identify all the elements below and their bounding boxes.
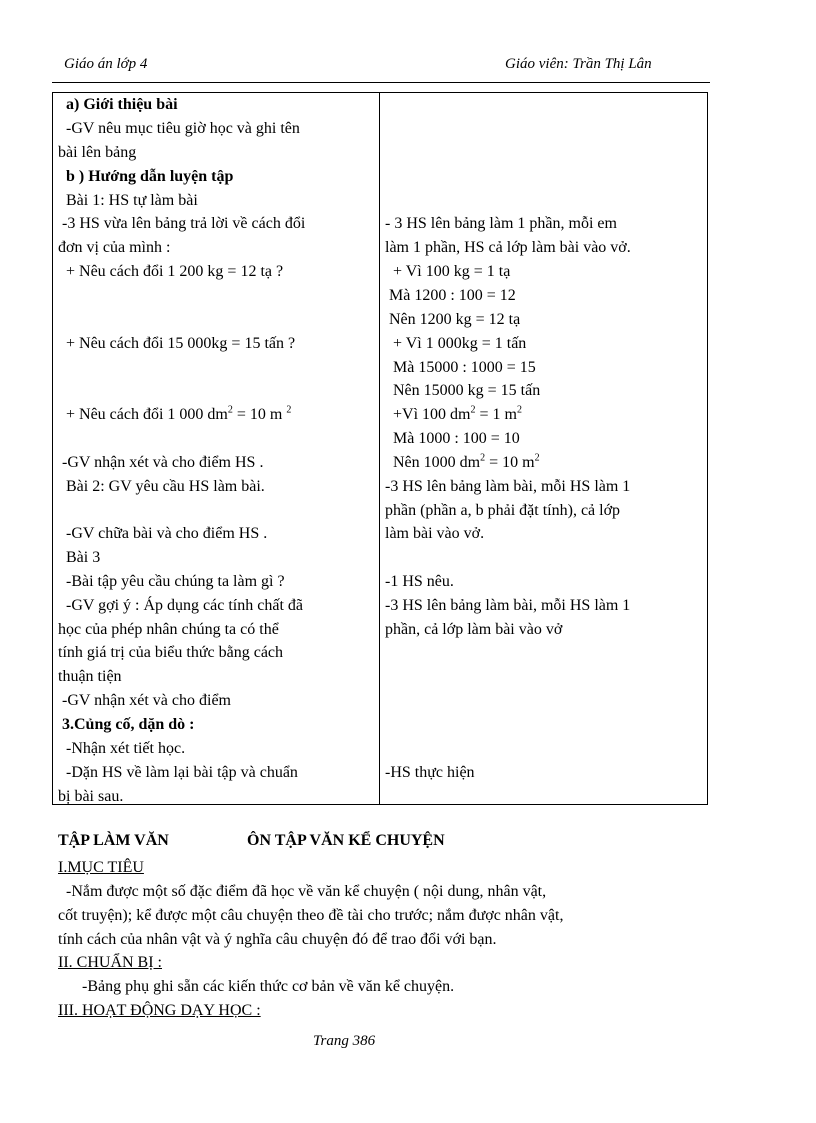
objective-line: tính cách của nhân vật và ý nghĩa câu chuyện đó để trao đổi với bạn. bbox=[58, 931, 497, 948]
right-line: Nên 1000 $dm^2 = 10$ $m^2$ bbox=[393, 452, 540, 471]
right-line: -HS thực hiện bbox=[385, 764, 475, 781]
objective-line: cốt truyện); kể được một câu chuyện theo đề tài cho trước; nắm được nhân vật, bbox=[58, 907, 564, 924]
left-line: -GV gợi ý : Áp dụng các tính chất đã bbox=[66, 597, 303, 614]
left-line: -GV chữa bài và cho điểm HS . bbox=[66, 525, 268, 542]
left-line: Bài 2: GV yêu cầu HS làm bài. bbox=[66, 478, 265, 495]
right-line: làm 1 phần, HS cả lớp làm bài vào vở. bbox=[385, 239, 631, 256]
right-line: -3 HS lên bảng làm bài, mỗi HS làm 1 bbox=[385, 597, 631, 614]
right-line: Mà 15000 : 1000 = 15 bbox=[393, 359, 536, 376]
left-line: -3 HS vừa lên bảng trả lời về cách đổi bbox=[62, 215, 306, 232]
left-line: + Nêu cách đổi 1 200 kg = 12 tạ ? bbox=[66, 263, 284, 280]
right-line: Mà 1200 : 100 = 12 bbox=[389, 287, 516, 304]
left-line: a) Giới thiệu bài bbox=[66, 96, 178, 113]
heading-activities: III. HOẠT ĐỘNG DẠY HỌC : bbox=[58, 1002, 261, 1019]
heading-preparation: II. CHUẨN BỊ : bbox=[58, 954, 162, 971]
left-line: tính giá trị của biểu thức bằng cách bbox=[58, 644, 284, 661]
right-line: Nên 15000 kg = 15 tấn bbox=[393, 382, 541, 399]
left-line: đơn vị của mình : bbox=[58, 239, 171, 256]
right-line: +Vì 100 $dm^2 = 1$ $m^2$ bbox=[393, 404, 522, 423]
lesson-title: ÔN TẬP VĂN KỂ CHUYỆN bbox=[247, 832, 445, 849]
preparation-line: -Bảng phụ ghi sẵn các kiến thức cơ bản về văn kể chuyện. bbox=[82, 978, 455, 995]
page-number: Trang 386 bbox=[313, 1033, 376, 1049]
left-line: 3.Củng cố, dặn dò : bbox=[62, 716, 195, 733]
left-line: + Nêu cách đổi 1 000 $dm^2 = 10$ m $^2$ bbox=[66, 404, 292, 423]
header-rule bbox=[52, 82, 710, 83]
left-line: học của phép nhân chúng ta có thể bbox=[58, 621, 279, 638]
heading-objectives: I.MỤC TIÊU bbox=[58, 859, 144, 876]
left-line: Bài 3 bbox=[66, 549, 101, 566]
left-line: thuận tiện bbox=[58, 668, 122, 685]
left-line: b ) Hướng dẫn luyện tập bbox=[66, 168, 234, 185]
left-line: -Nhận xét tiết học. bbox=[66, 740, 186, 757]
header-left: Giáo án lớp 4 bbox=[64, 56, 148, 72]
right-line: + Vì 1 000kg = 1 tấn bbox=[393, 335, 527, 352]
right-line: + Vì 100 kg = 1 tạ bbox=[393, 263, 511, 280]
left-line: -GV nhận xét và cho điểm bbox=[62, 692, 231, 709]
right-line: phần (phần a, b phải đặt tính), cả lớp bbox=[385, 502, 621, 519]
right-line: - 3 HS lên bảng làm 1 phần, mỗi em bbox=[385, 215, 617, 232]
objective-line: -Nắm được một số đặc điểm đã học về văn kể chuyện ( nội dung, nhân vật, bbox=[66, 883, 547, 900]
table-column-divider bbox=[379, 92, 380, 805]
right-line: Mà 1000 : 100 = 10 bbox=[393, 430, 520, 447]
right-line: phần, cả lớp làm bài vào vở bbox=[385, 621, 563, 638]
subject-label: TẬP LÀM VĂN bbox=[58, 832, 169, 849]
left-line: + Nêu cách đổi 15 000kg = 15 tấn ? bbox=[66, 335, 296, 352]
left-line: -GV nhận xét và cho điểm HS . bbox=[62, 454, 264, 471]
right-line: -1 HS nêu. bbox=[385, 573, 454, 590]
left-line: -GV nêu mục tiêu giờ học và ghi tên bbox=[66, 120, 300, 137]
left-line: -Dặn HS về làm lại bài tập và chuẩn bbox=[66, 764, 298, 781]
right-line: -3 HS lên bảng làm bài, mỗi HS làm 1 bbox=[385, 478, 631, 495]
right-line: Nên 1200 kg = 12 tạ bbox=[389, 311, 521, 328]
left-line: Bài 1: HS tự làm bài bbox=[66, 192, 198, 209]
left-line: -Bài tập yêu cầu chúng ta làm gì ? bbox=[66, 573, 285, 590]
header-right: Giáo viên: Trần Thị Lân bbox=[505, 56, 652, 72]
left-line: bài lên bảng bbox=[58, 144, 137, 161]
right-line: làm bài vào vở. bbox=[385, 525, 485, 542]
left-line: bị bài sau. bbox=[58, 788, 124, 805]
